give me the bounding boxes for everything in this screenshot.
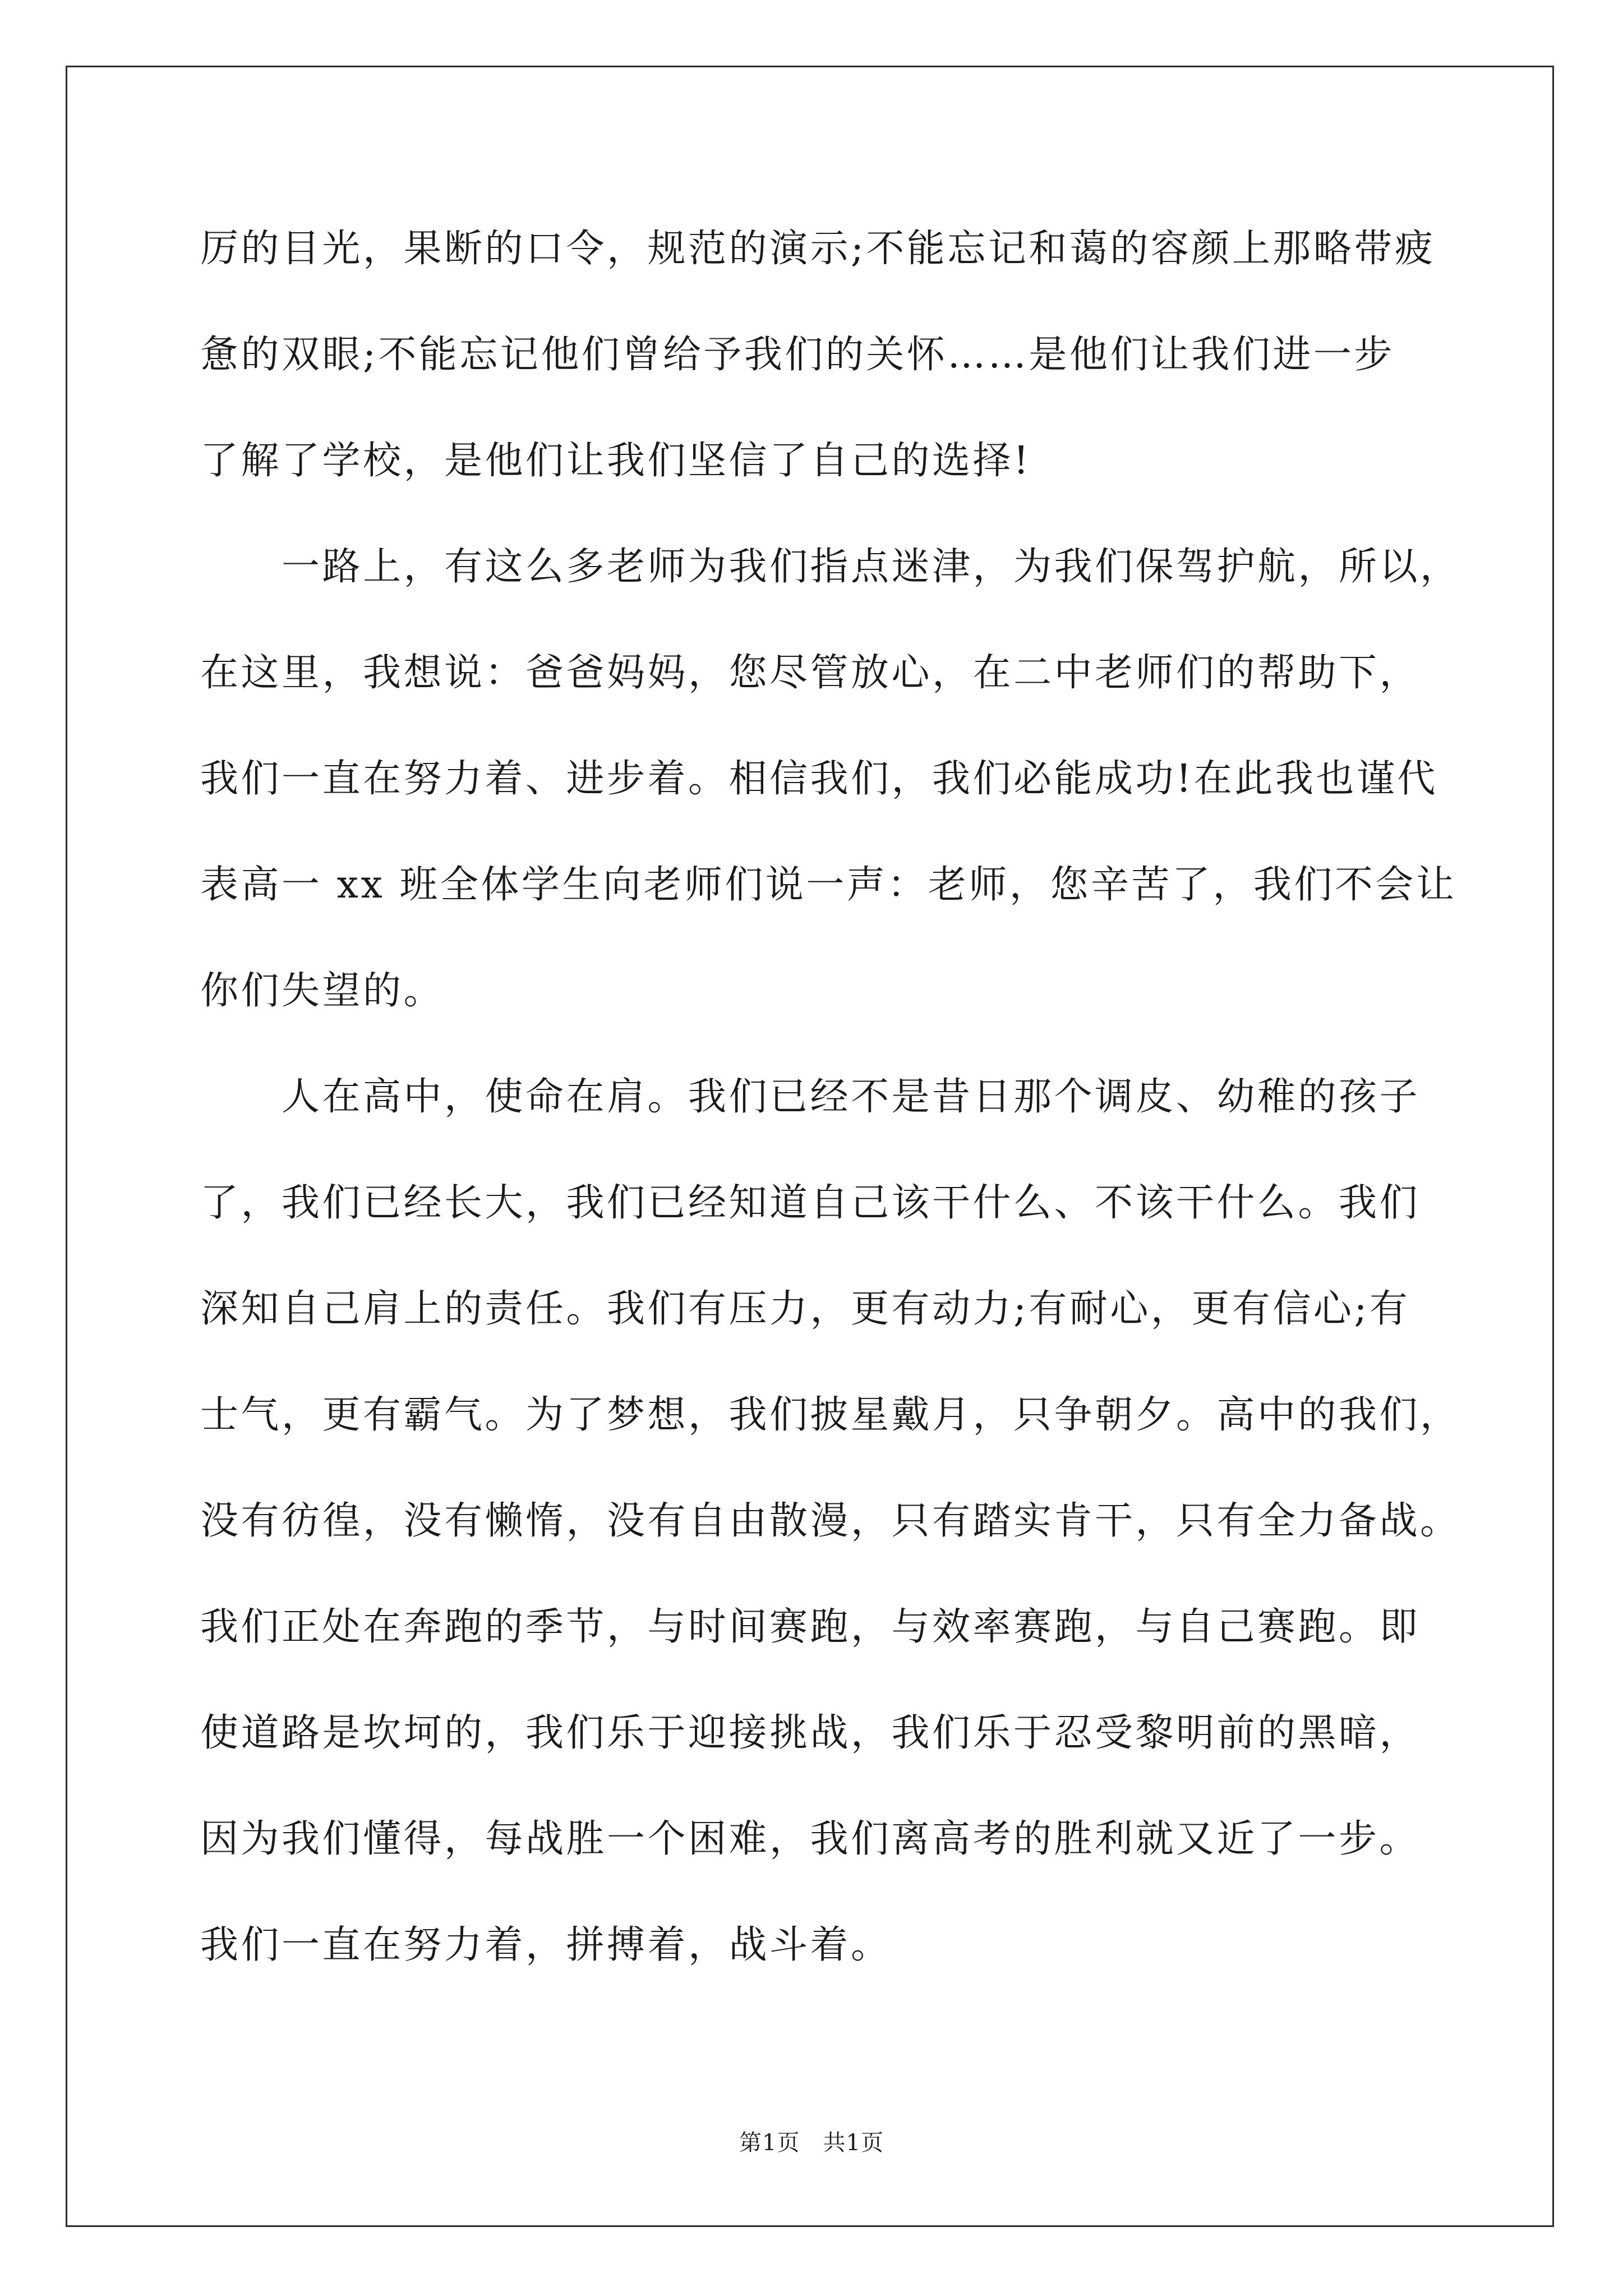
page-number-footer: 第1页 共1页 bbox=[739, 2130, 884, 2156]
text-line: 深知自己肩上的责任。我们有压力，更有动力;有耐心，更有信心;有 bbox=[200, 1287, 1410, 1331]
text-line: 使道路是坎坷的，我们乐于迎接挑战，我们乐于忍受黎明前的黑暗， bbox=[200, 1711, 1421, 1755]
text-line: 一路上，有这么多老师为我们指点迷津，为我们保驾护航，所以， bbox=[282, 545, 1461, 589]
text-line: 没有彷徨，没有懒惰，没有自由散漫，只有踏实肯干，只有全力备战。 bbox=[200, 1499, 1461, 1543]
text-line: 因为我们懂得，每战胜一个困难，我们离高考的胜利就又近了一步。 bbox=[200, 1817, 1421, 1861]
document-body bbox=[200, 196, 1490, 1998]
text-line: 了解了学校，是他们让我们坚信了自己的选择! bbox=[200, 439, 1031, 483]
paragraph bbox=[200, 514, 1490, 1044]
text-line: 我们正处在奔跑的季节，与时间赛跑，与效率赛跑，与自己赛跑。即 bbox=[200, 1605, 1421, 1649]
text-line: 我们一直在努力着，拼搏着，战斗着。 bbox=[200, 1923, 892, 1967]
text-line: 我们一直在努力着、进步着。相信我们，我们必能成功!在此我也谨代 bbox=[200, 757, 1438, 801]
text-line: 了，我们已经长大，我们已经知道自己该干什么、不该干什么。我们 bbox=[200, 1181, 1421, 1225]
text-line: 惫的双眼;不能忘记他们曾给予我们的关怀……是他们让我们进一步 bbox=[200, 333, 1395, 377]
text-line: 厉的目光，果断的口令，规范的演示;不能忘记和蔼的容颜上那略带疲 bbox=[200, 227, 1436, 271]
text-line: 表高一 xx 班全体学生向老师们说一声：老师，您辛苦了，我们不会让 bbox=[200, 863, 1457, 907]
paragraph bbox=[200, 1044, 1490, 1998]
paragraph bbox=[200, 196, 1490, 514]
text-line: 人在高中，使命在肩。我们已经不是昔日那个调皮、幼稚的孩子 bbox=[282, 1075, 1421, 1119]
text-line: 士气，更有霸气。为了梦想，我们披星戴月，只争朝夕。高中的我们， bbox=[200, 1393, 1461, 1437]
text-line: 你们失望的。 bbox=[200, 969, 445, 1013]
text-line: 在这里，我想说：爸爸妈妈，您尽管放心，在二中老师们的帮助下， bbox=[200, 651, 1421, 695]
